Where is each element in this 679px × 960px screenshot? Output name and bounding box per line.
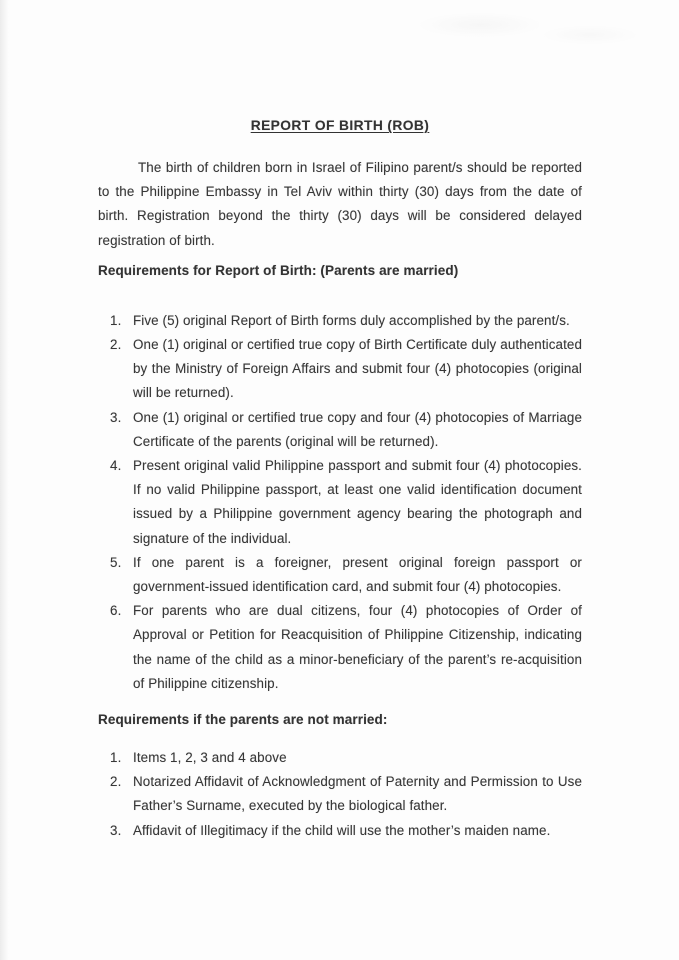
requirement-item: One (1) original or certified true copy of Birth Certificate duly authenticated by the Ministry of Foreign Affairs and submit four (4) photocopies (original will be returned). bbox=[133, 337, 582, 401]
requirement-item: Five (5) original Report of Birth forms duly accomplished by the parent/s. bbox=[133, 312, 570, 328]
requirements-list-parents-married bbox=[98, 309, 582, 696]
section-heading-parents-married: Requirements for Report of Birth: (Parents are married) bbox=[98, 262, 459, 278]
requirement-item: Notarized Affidavit of Acknowledgment of Paternity and Permission to Use Father’s Surname, executed by the biological father. bbox=[133, 774, 582, 814]
requirement-item: If one parent is a foreigner, present original foreign passport or government-issued identification card, and submit four (4) photocopies. bbox=[133, 554, 582, 595]
document-body bbox=[98, 0, 582, 843]
intro-paragraph: The birth of children born in Israel of Filipino parent/s should be reported to the Philippine Embassy in Tel Aviv within thirty (30) days from the date of birth. Registration beyond the thirty (30) days will be considered delayed registration of birth. bbox=[98, 160, 582, 248]
scan-edge-shadow bbox=[0, 0, 10, 960]
requirement-item: Items 1, 2, 3 and 4 above bbox=[133, 750, 287, 766]
requirement-item: One (1) original or certified true copy and four (4) photocopies of Marriage Certificate of the parents (original will be returned). bbox=[133, 409, 582, 449]
document-title: REPORT OF BIRTH (ROB) bbox=[250, 118, 430, 133]
requirement-item: For parents who are dual citizens, four (4) photocopies of Order of Approval or Petition for Reacquisition of Philippine Citizenship, indicating the name of the child as a minor-beneficiary of the parent’s re-acquisition of Philippine citizenship. bbox=[133, 603, 582, 691]
section-heading-parents-not-married: Requirements if the parents are not married: bbox=[98, 712, 388, 728]
requirements-list-parents-not-married bbox=[98, 746, 582, 843]
requirement-item: Present original valid Philippine passport and submit four (4) photocopies. If no valid Philippine passport, at least one valid identification document issued by a Philippine government agency bearing the photograph and signature of the individual. bbox=[133, 458, 582, 546]
requirement-item: Affidavit of Illegitimacy if the child will use the mother’s maiden name. bbox=[133, 822, 551, 838]
